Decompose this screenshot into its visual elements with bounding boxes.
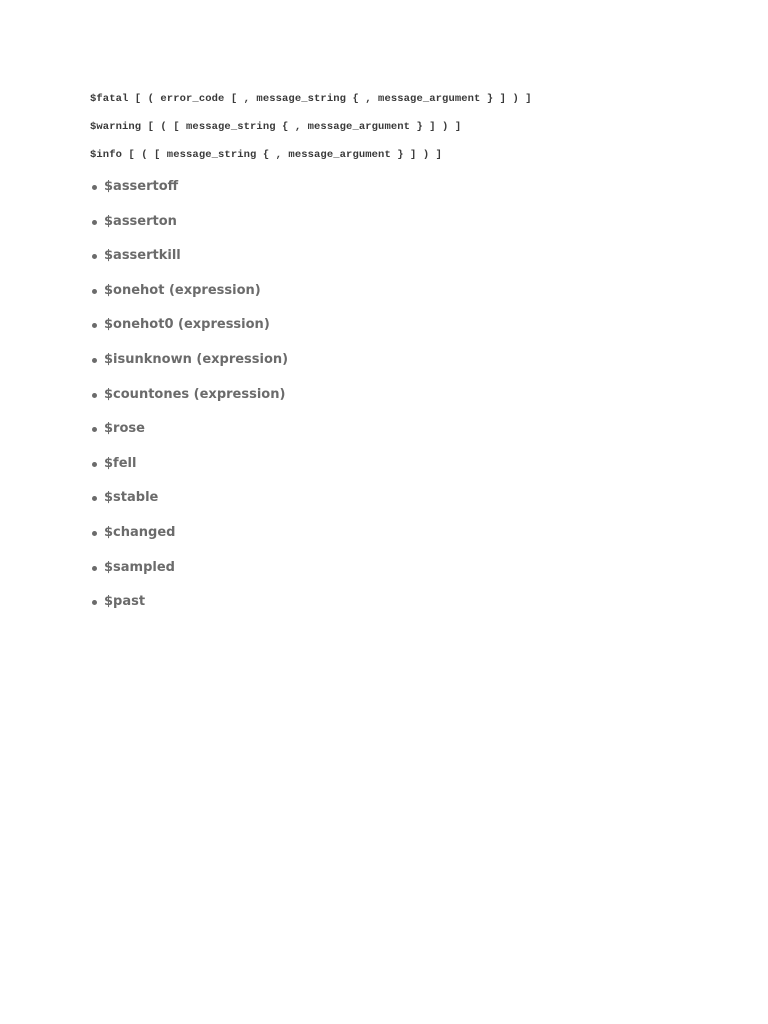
bullet-icon — [92, 566, 97, 571]
list-item — [90, 523, 288, 558]
list-item — [90, 558, 288, 593]
list-item — [90, 385, 288, 420]
bullet-icon — [92, 393, 97, 398]
list-item-label: $fell — [104, 455, 137, 471]
list-item — [90, 281, 288, 316]
list-item — [90, 246, 288, 281]
list-item-label: $assertkill — [104, 248, 181, 264]
list-item-label: $asserton — [104, 213, 177, 229]
bullet-icon — [92, 323, 97, 328]
bullet-icon — [92, 254, 97, 259]
list-item-label: $assertoff — [104, 179, 179, 194]
list-item-label: $onehot0 (expression) — [104, 317, 270, 333]
bullet-icon — [92, 531, 97, 536]
list-item — [90, 315, 288, 350]
list-item-label: $stable — [104, 490, 159, 506]
bullet-icon — [92, 289, 97, 294]
list-item-label: $changed — [104, 524, 176, 540]
severity-task-syntax — [90, 90, 532, 174]
list-item — [90, 350, 288, 385]
list-item — [90, 212, 288, 247]
list-item — [90, 454, 288, 489]
bullet-icon — [92, 220, 97, 225]
bullet-icon — [92, 427, 97, 432]
info-syntax-line: $info [ ( [ message_string { , message_argument } ] ) ] — [90, 149, 443, 161]
warning-syntax-line: $warning [ ( [ message_string { , message_argument } ] ) ] — [90, 121, 462, 133]
list-item-label: $isunknown (expression) — [104, 351, 289, 367]
bullet-icon — [92, 358, 97, 363]
list-item-label: $rose — [104, 421, 145, 437]
list-item — [90, 592, 288, 627]
list-item — [90, 177, 288, 212]
bullet-icon — [92, 462, 97, 467]
bullet-icon — [92, 185, 97, 190]
fatal-syntax-line: $fatal [ ( error_code [ , message_string { , message_argument } ] ) ] — [90, 93, 532, 105]
system-function-list — [90, 177, 288, 627]
list-item — [90, 488, 288, 523]
list-item-label: $past — [104, 594, 146, 610]
list-item-label: $onehot (expression) — [104, 282, 261, 298]
bullet-icon — [92, 496, 97, 501]
bullet-icon — [92, 600, 97, 605]
list-item-label: $sampled — [104, 559, 175, 575]
list-item — [90, 419, 288, 454]
list-item-label: $countones (expression) — [104, 386, 286, 402]
